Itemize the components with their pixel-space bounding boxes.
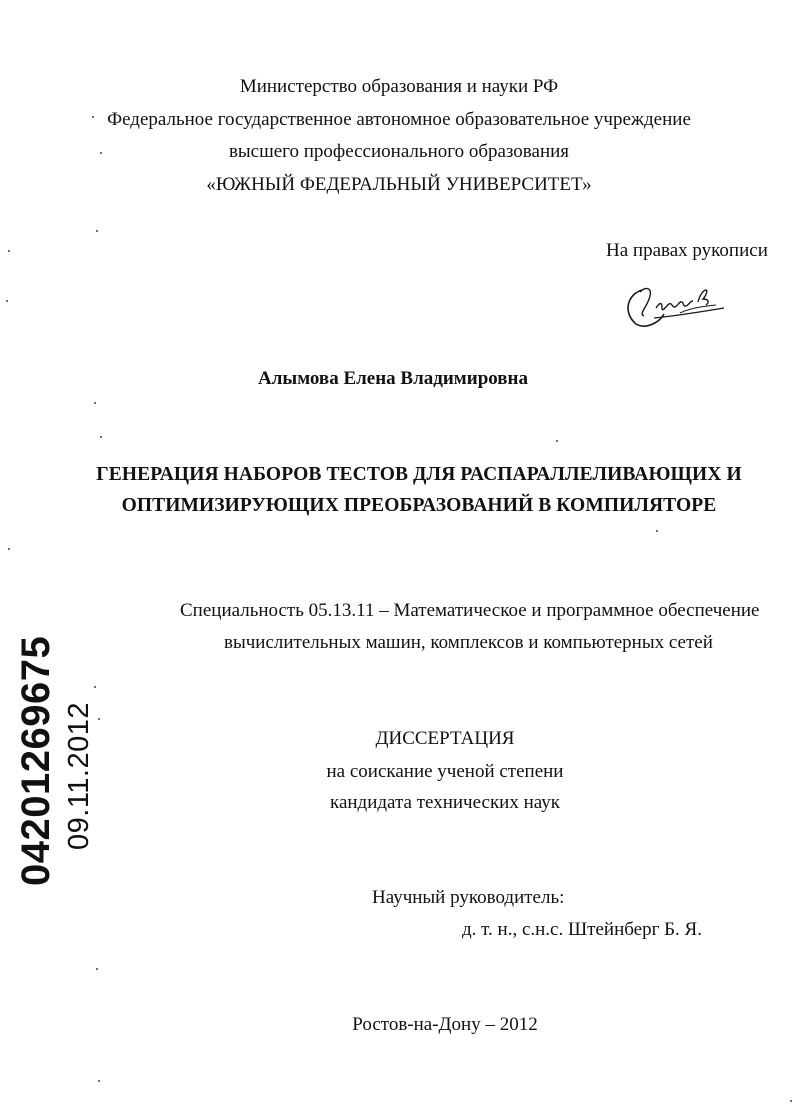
scan-speck <box>556 440 558 442</box>
scan-speck <box>96 230 98 232</box>
scan-speck <box>8 250 10 252</box>
institution-line: Федеральное государственное автономное образовательное учреждение <box>107 109 691 130</box>
scan-speck <box>790 1100 792 1102</box>
university-name: «ЮЖНЫЙ ФЕДЕРАЛЬНЫЙ УНИВЕРСИТЕТ» <box>206 174 592 195</box>
dissertation-label: ДИССЕРТАЦИЯ <box>375 728 515 749</box>
supervisor-name: д. т. н., с.н.с. Штейнберг Б. Я. <box>462 919 702 940</box>
scan-speck <box>94 402 96 404</box>
scan-speck <box>100 436 102 438</box>
city-year: Ростов-на-Дону – 2012 <box>352 1014 538 1035</box>
author-name: Алымова Елена Владимировна <box>258 368 528 389</box>
scan-speck <box>94 686 96 688</box>
registration-number-stamp: 04201269675 <box>14 635 58 886</box>
specialty-line-1: Специальность 05.13.11 – Математическое и программное обеспечение <box>180 600 760 621</box>
education-line: высшего профессионального образования <box>228 141 570 162</box>
scan-speck <box>96 968 98 970</box>
specialty-line-2: вычислительных машин, комплексов и компьютерных сетей <box>224 632 713 653</box>
degree-purpose: на соискание ученой степени <box>326 761 564 782</box>
degree-name: кандидата технических наук <box>330 792 560 813</box>
title-line-1: ГЕНЕРАЦИЯ НАБОРОВ ТЕСТОВ ДЛЯ РАСПАРАЛЛЕЛИВАЮЩИХ И <box>96 464 742 485</box>
scan-speck <box>98 1080 100 1082</box>
scan-speck <box>100 152 102 154</box>
ministry-line: Министерство образования и науки РФ <box>239 76 559 97</box>
scan-speck <box>6 300 8 302</box>
scan-speck <box>98 718 100 720</box>
title-line-2: ОПТИМИЗИРУЮЩИХ ПРЕОБРАЗОВАНИЙ В КОМПИЛЯТОРЕ <box>121 495 717 516</box>
manuscript-note: На правах рукописи <box>606 240 768 261</box>
supervisor-label: Научный руководитель: <box>372 887 565 908</box>
registration-date-stamp: 09.11.2012 <box>63 702 95 850</box>
scan-speck <box>92 116 94 118</box>
scan-speck <box>8 548 10 550</box>
scan-speck <box>656 530 658 532</box>
signature-icon <box>620 272 730 334</box>
